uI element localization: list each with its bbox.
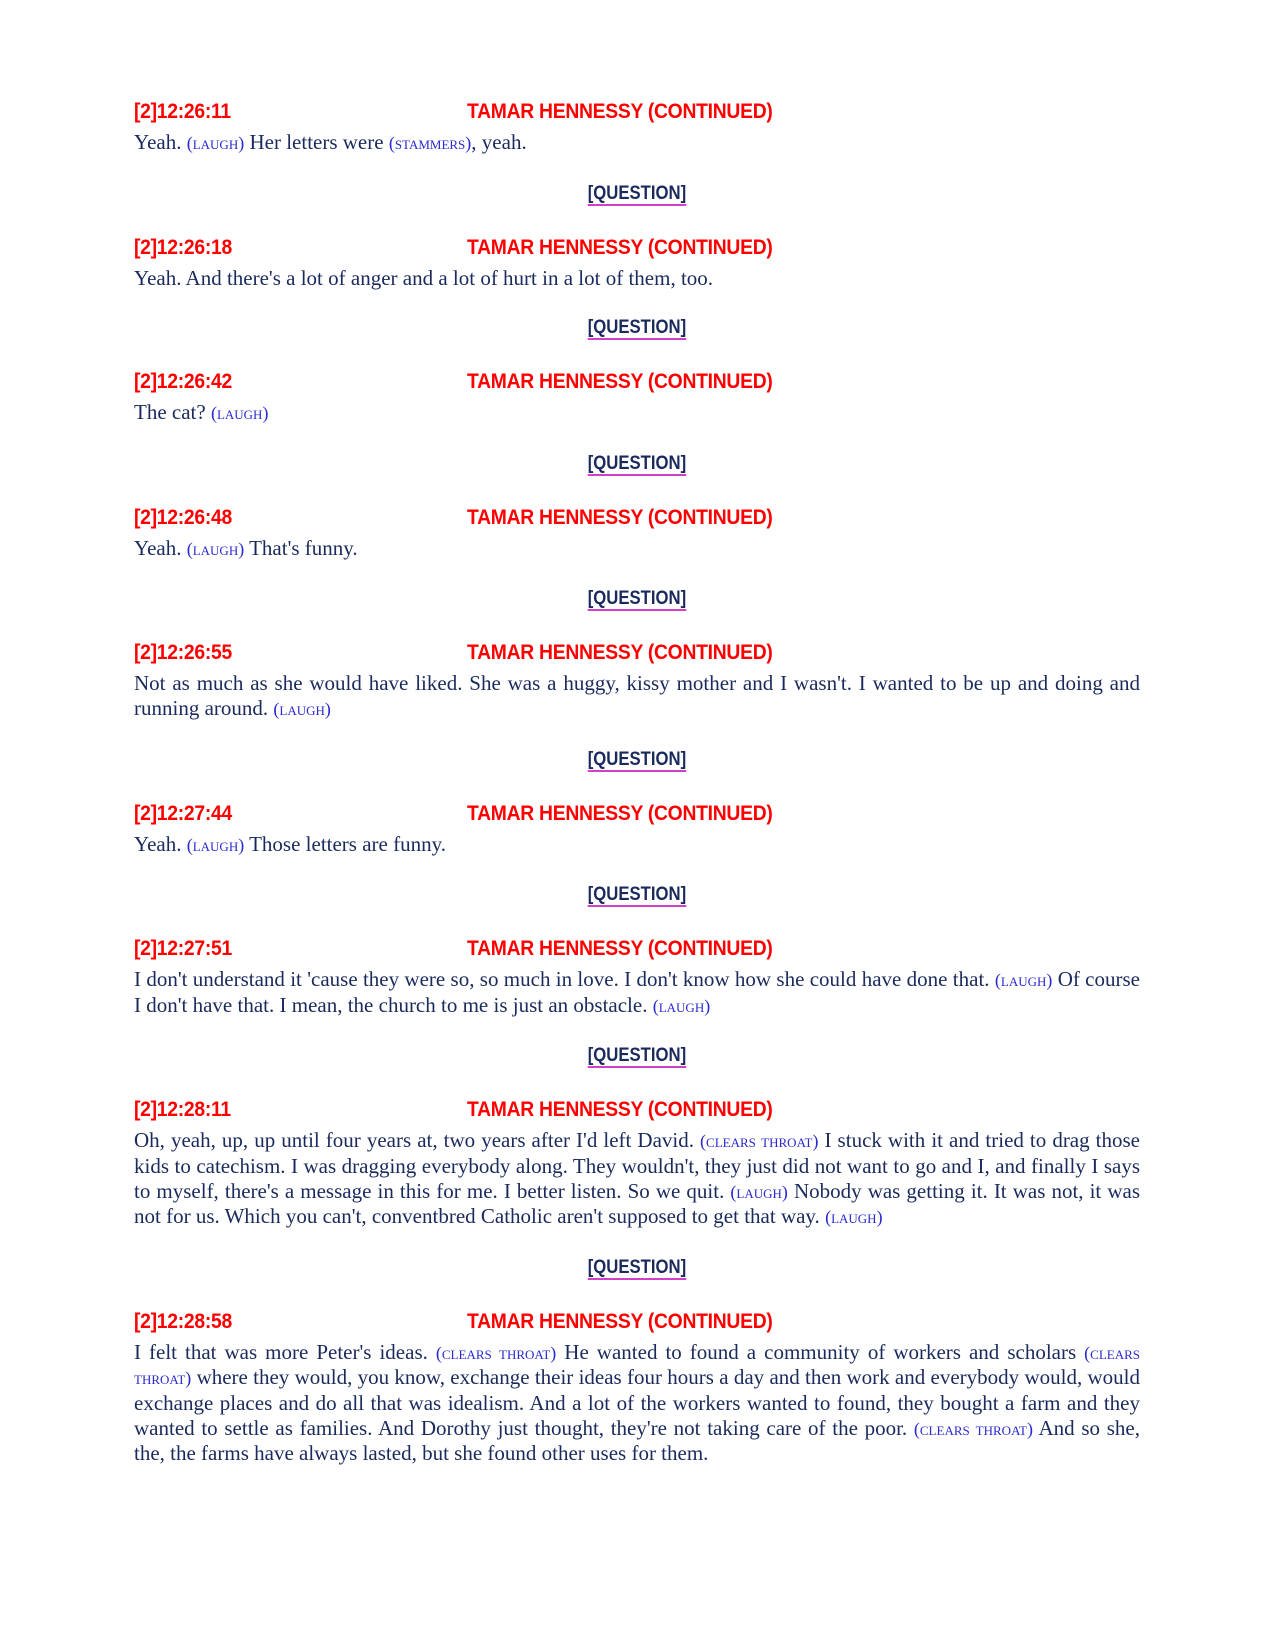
transcript-text bbox=[134, 266, 1140, 291]
transcript-text bbox=[134, 1340, 1140, 1466]
timecode: [2]12:28:58 bbox=[134, 1309, 232, 1333]
timecode: [2]12:26:48 bbox=[134, 505, 232, 529]
spoken-text: Yeah. bbox=[134, 130, 187, 154]
annotation-wrapper: (laugh) bbox=[186, 133, 245, 153]
transcript-entry bbox=[134, 100, 1140, 156]
question-marker bbox=[134, 589, 1140, 615]
timecode: [2]12:27:51 bbox=[134, 937, 232, 961]
entry-header bbox=[134, 370, 1140, 400]
spoken-text: I don't understand it 'cause they were so, so much in love. I don't know how she could have done that. bbox=[134, 967, 995, 992]
annotation-wrapper: (laugh) bbox=[730, 1181, 788, 1202]
entry-header bbox=[134, 236, 1140, 266]
speaker-name: TAMAR HENNESSY (CONTINUED) bbox=[467, 505, 773, 529]
annotation-wrapper: (laugh) bbox=[825, 1207, 883, 1228]
spoken-text: Of course I don't have that. I mean, the church to me is just an obstacle. bbox=[134, 967, 1140, 1017]
transcript-entry bbox=[134, 937, 1140, 1018]
transcript-entry bbox=[134, 802, 1140, 858]
annotation: clears throat bbox=[706, 1131, 813, 1152]
speaker-name: TAMAR HENNESSY (CONTINUED) bbox=[467, 370, 773, 394]
spoken-text: Yeah. bbox=[134, 535, 187, 560]
annotation-wrapper: (clears throat) bbox=[700, 1131, 819, 1152]
question-label: [QUESTION] bbox=[587, 588, 687, 610]
annotation-wrapper: (clears throat) bbox=[435, 1342, 557, 1363]
spoken-text: I felt that was more Peter's ideas. bbox=[134, 1339, 436, 1364]
speaker-name: TAMAR HENNESSY (CONTINUED) bbox=[467, 641, 773, 665]
annotation: laugh bbox=[736, 1181, 782, 1202]
annotation: clears throat bbox=[919, 1418, 1027, 1439]
timecode: [2]12:26:42 bbox=[134, 370, 232, 394]
question-label: [QUESTION] bbox=[587, 182, 687, 204]
transcript-text bbox=[134, 967, 1140, 1018]
spoken-text: Not as much as she would have liked. She was a huggy, kissy mother and I wasn't. I wanted to be up and doing and running around. bbox=[134, 671, 1140, 720]
timecode: [2]12:28:11 bbox=[134, 1098, 231, 1122]
speaker-name: TAMAR HENNESSY (CONTINUED) bbox=[467, 1098, 773, 1122]
spoken-text: where they would, you know, exchange their ideas four hours a day and then work and everybody would, would exchange places and do all that was idealism. And a lot of the workers wanted to found, they bought a farm and they wanted to settle as families. And Dorothy just thought, they're not taking care of the poor. bbox=[134, 1365, 1140, 1440]
speaker-name: TAMAR HENNESSY (CONTINUED) bbox=[467, 100, 773, 123]
entry-header bbox=[134, 100, 1140, 130]
timecode: [2]12:27:44 bbox=[134, 801, 232, 825]
transcript-text bbox=[134, 671, 1140, 721]
spoken-text: The cat? bbox=[134, 400, 211, 425]
transcript-entry bbox=[134, 1098, 1140, 1229]
speaker-name: TAMAR HENNESSY (CONTINUED) bbox=[467, 801, 773, 825]
question-marker bbox=[134, 184, 1140, 210]
spoken-text: And so she, the, the farms have always lasted, but she found other uses for them. bbox=[134, 1415, 1140, 1466]
spoken-text: Yeah. And there's a lot of anger and a lot of hurt in a lot of them, too. bbox=[134, 265, 714, 290]
entry-header bbox=[134, 641, 1140, 671]
annotation: stammers bbox=[394, 133, 466, 153]
annotation: laugh bbox=[192, 133, 239, 153]
annotation: clears throat bbox=[441, 1342, 551, 1363]
annotation: laugh bbox=[1000, 970, 1047, 991]
spoken-text: He wanted to found a community of workers and scholars bbox=[556, 1339, 1085, 1364]
spoken-text: , yeah. bbox=[471, 130, 527, 154]
annotation: laugh bbox=[192, 834, 239, 855]
transcript-text bbox=[134, 400, 1140, 426]
annotation: laugh bbox=[192, 538, 239, 559]
annotation-wrapper: (laugh) bbox=[994, 970, 1053, 991]
transcript-entry bbox=[134, 370, 1140, 426]
transcript-entry bbox=[134, 236, 1140, 291]
question-label: [QUESTION] bbox=[587, 1256, 687, 1278]
transcript-text bbox=[134, 536, 1140, 562]
annotation-wrapper: (clears throat) bbox=[134, 1342, 1140, 1389]
spoken-text: Yeah. bbox=[134, 831, 187, 856]
question-marker bbox=[134, 750, 1140, 776]
question-marker bbox=[134, 318, 1140, 344]
question-label: [QUESTION] bbox=[587, 317, 687, 339]
annotation-wrapper: (laugh) bbox=[186, 538, 245, 559]
annotation: clears throat bbox=[134, 1342, 1140, 1389]
annotation: laugh bbox=[658, 995, 705, 1016]
speaker-name: TAMAR HENNESSY (CONTINUED) bbox=[467, 937, 773, 961]
question-label: [QUESTION] bbox=[587, 884, 687, 906]
annotation-wrapper: (clears throat) bbox=[913, 1418, 1033, 1439]
entry-header bbox=[134, 1310, 1140, 1340]
spoken-text: That's funny. bbox=[244, 535, 358, 560]
spoken-text: Nobody was getting it. It was not, it was not for us. Which you can't, conventbred Catholic aren't supposed to get that way. bbox=[134, 1178, 1140, 1229]
timecode: [2]12:26:18 bbox=[134, 235, 232, 259]
timecode: [2]12:26:11 bbox=[134, 100, 231, 123]
transcript-entry bbox=[134, 641, 1140, 721]
entry-header bbox=[134, 506, 1140, 536]
transcript-text bbox=[134, 130, 1140, 156]
question-marker bbox=[134, 885, 1140, 911]
question-marker bbox=[134, 454, 1140, 480]
annotation: laugh bbox=[279, 698, 325, 719]
annotation-wrapper: (laugh) bbox=[210, 403, 269, 424]
speaker-name: TAMAR HENNESSY (CONTINUED) bbox=[467, 235, 773, 259]
annotation: laugh bbox=[216, 403, 263, 424]
speaker-name: TAMAR HENNESSY (CONTINUED) bbox=[467, 1309, 773, 1333]
spoken-text: I stuck with it and tried to drag those kids to catechism. I was dragging everybody along. They wouldn't, they just did not want to go and I, and finally I says to myself, there's a message in this for me. I better listen. So we quit. bbox=[134, 1128, 1141, 1203]
spoken-text: Oh, yeah, up, up until four years at, two years after I'd left David. bbox=[134, 1128, 701, 1153]
entry-header bbox=[134, 802, 1140, 832]
question-marker bbox=[134, 1258, 1140, 1284]
annotation: laugh bbox=[831, 1207, 877, 1228]
transcript-text bbox=[134, 832, 1140, 858]
transcript-entry bbox=[134, 1310, 1140, 1466]
question-marker bbox=[134, 1046, 1140, 1072]
timecode: [2]12:26:55 bbox=[134, 641, 232, 665]
question-label: [QUESTION] bbox=[587, 452, 687, 474]
entry-header bbox=[134, 937, 1140, 967]
transcript-page bbox=[134, 100, 1140, 1466]
annotation-wrapper: (laugh) bbox=[273, 698, 331, 719]
annotation-wrapper: (laugh) bbox=[186, 834, 245, 855]
annotation-wrapper: (laugh) bbox=[652, 995, 711, 1016]
transcript-text bbox=[134, 1128, 1140, 1229]
transcript-entry bbox=[134, 506, 1140, 562]
spoken-text: Her letters were bbox=[244, 130, 389, 154]
annotation-wrapper: (stammers) bbox=[388, 133, 472, 153]
question-label: [QUESTION] bbox=[587, 748, 687, 770]
entry-header bbox=[134, 1098, 1140, 1128]
question-label: [QUESTION] bbox=[587, 1045, 687, 1067]
spoken-text: Those letters are funny. bbox=[244, 831, 446, 856]
